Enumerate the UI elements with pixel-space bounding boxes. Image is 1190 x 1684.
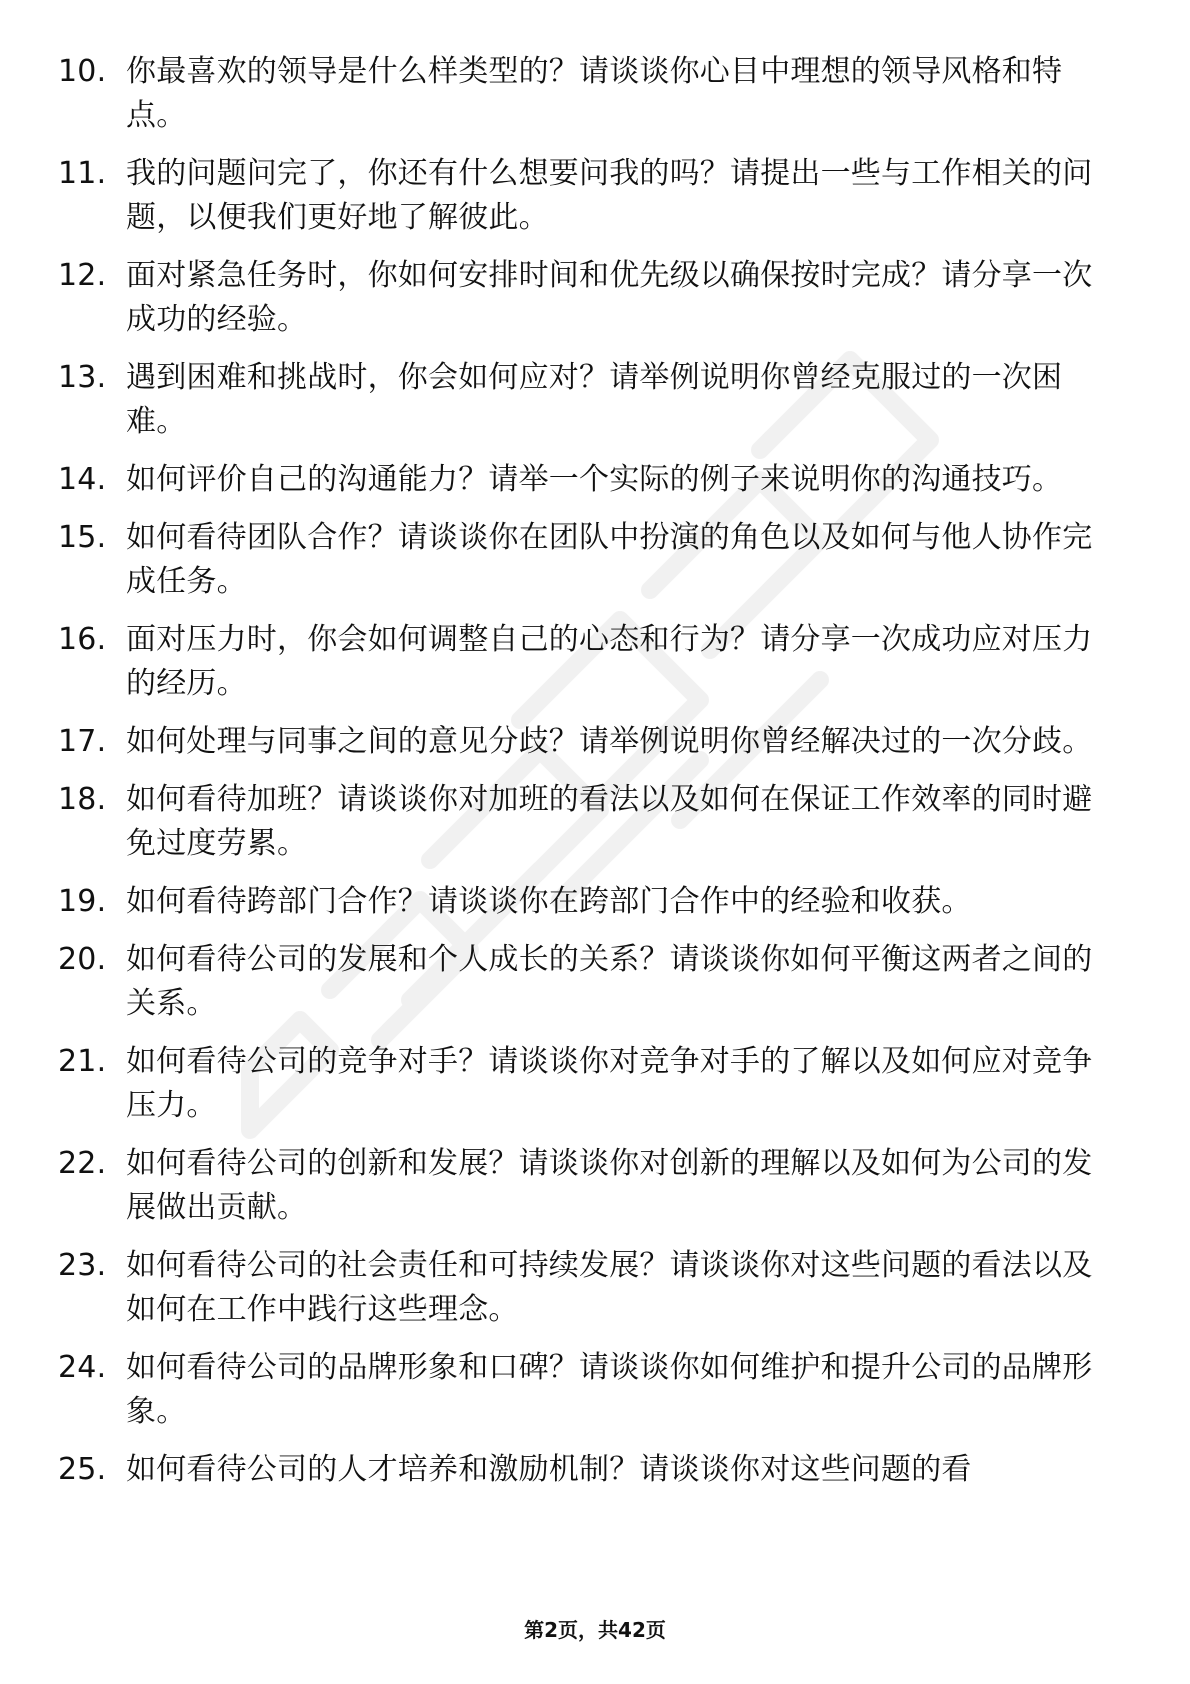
question-item — [58, 778, 1118, 866]
question-number: 25. — [58, 1452, 107, 1487]
question-text: 如何看待公司的创新和发展？请谈谈你对创新的理解以及如何为公司的发展做出贡献。 — [126, 1146, 1093, 1225]
question-number: 14. — [58, 462, 107, 497]
question-item — [58, 356, 1118, 444]
question-item — [58, 1244, 1118, 1332]
question-text: 如何看待公司的社会责任和可持续发展？请谈谈你对这些问题的看法以及如何在工作中践行这些理念。 — [126, 1248, 1093, 1327]
question-item — [58, 50, 1118, 138]
question-item — [58, 1040, 1118, 1128]
question-text: 遇到困难和挑战时，你会如何应对？请举例说明你曾经克服过的一次困难。 — [126, 360, 1063, 439]
question-number: 13. — [58, 360, 107, 395]
question-item — [58, 720, 1118, 764]
question-text: 我的问题问完了，你还有什么想要问我的吗？请提出一些与工作相关的问题，以便我们更好地了解彼此。 — [126, 156, 1093, 235]
question-number: 11. — [58, 156, 107, 191]
question-item — [58, 880, 1118, 924]
question-text: 如何看待团队合作？请谈谈你在团队中扮演的角色以及如何与他人协作完成任务。 — [126, 520, 1093, 599]
question-text: 如何看待公司的发展和个人成长的关系？请谈谈你如何平衡这两者之间的关系。 — [126, 942, 1093, 1021]
question-item — [58, 458, 1118, 502]
question-list — [58, 50, 1118, 1506]
question-text: 如何处理与同事之间的意见分歧？请举例说明你曾经解决过的一次分歧。 — [126, 724, 1093, 759]
question-text: 如何看待公司的人才培养和激励机制？请谈谈你对这些问题的看 — [126, 1452, 972, 1487]
question-number: 10. — [58, 54, 107, 89]
question-text: 如何评价自己的沟通能力？请举一个实际的例子来说明你的沟通技巧。 — [126, 462, 1063, 497]
page-footer — [0, 1616, 1190, 1644]
question-number: 20. — [58, 942, 107, 977]
question-text: 面对压力时，你会如何调整自己的心态和行为？请分享一次成功应对压力的经历。 — [126, 622, 1093, 701]
question-number: 16. — [58, 622, 107, 657]
question-number: 21. — [58, 1044, 107, 1079]
question-item — [58, 254, 1118, 342]
question-item — [58, 1346, 1118, 1434]
question-item — [58, 618, 1118, 706]
question-item — [58, 1142, 1118, 1230]
question-text: 你最喜欢的领导是什么样类型的？请谈谈你心目中理想的领导风格和特点。 — [126, 54, 1063, 133]
page-number-label: 第2页，共42页 — [524, 1618, 666, 1642]
question-item — [58, 938, 1118, 1026]
question-text: 面对紧急任务时，你如何安排时间和优先级以确保按时完成？请分享一次成功的经验。 — [126, 258, 1093, 337]
question-number: 15. — [58, 520, 107, 555]
question-number: 17. — [58, 724, 107, 759]
question-text: 如何看待公司的品牌形象和口碑？请谈谈你如何维护和提升公司的品牌形象。 — [126, 1350, 1093, 1429]
question-item — [58, 152, 1118, 240]
question-text: 如何看待公司的竞争对手？请谈谈你对竞争对手的了解以及如何应对竞争压力。 — [126, 1044, 1093, 1123]
question-number: 12. — [58, 258, 107, 293]
question-text: 如何看待加班？请谈谈你对加班的看法以及如何在保证工作效率的同时避免过度劳累。 — [126, 782, 1093, 861]
question-text: 如何看待跨部门合作？请谈谈你在跨部门合作中的经验和收获。 — [126, 884, 972, 919]
question-number: 23. — [58, 1248, 107, 1283]
question-number: 19. — [58, 884, 107, 919]
question-number: 24. — [58, 1350, 107, 1385]
question-item — [58, 516, 1118, 604]
question-number: 18. — [58, 782, 107, 817]
question-item — [58, 1448, 1118, 1492]
question-number: 22. — [58, 1146, 107, 1181]
